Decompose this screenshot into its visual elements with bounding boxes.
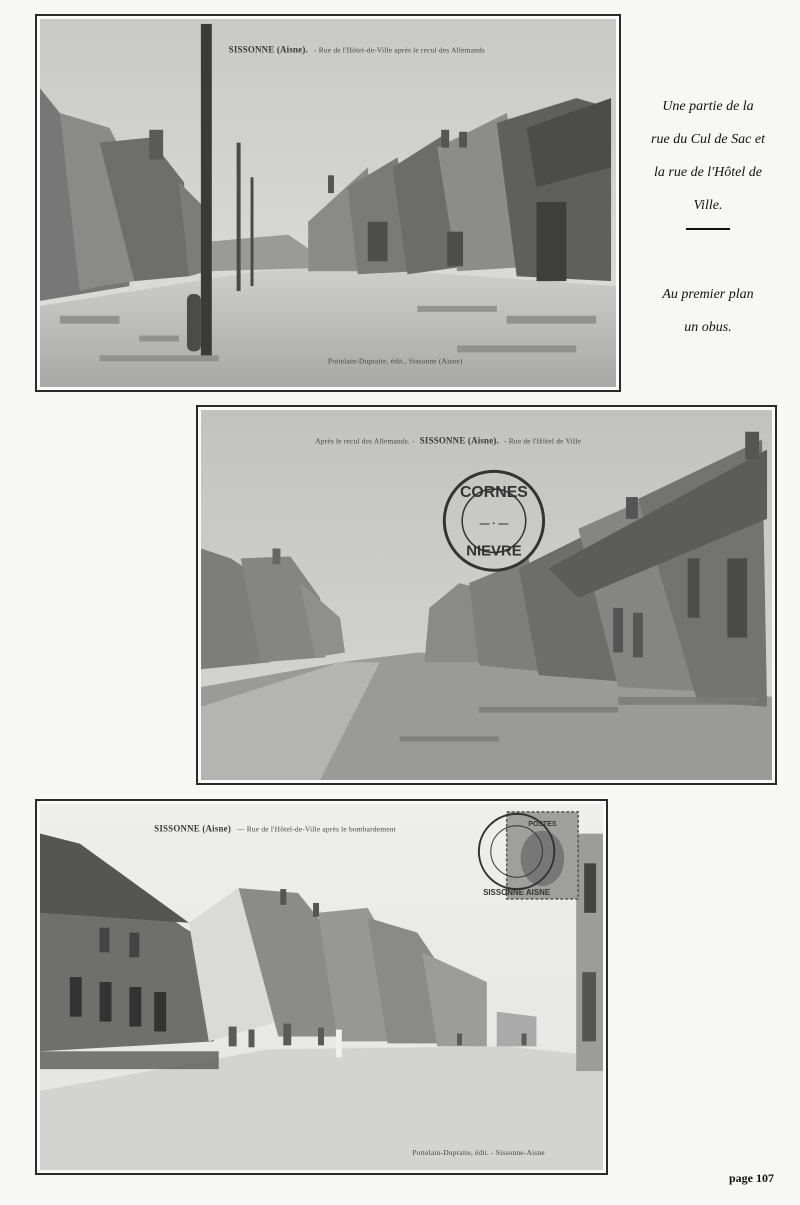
postmark-region: NIEVRE <box>466 543 522 560</box>
postcard-1 <box>35 14 621 392</box>
caption <box>628 90 788 344</box>
postcard-1-title-place: SISSONNE (Aisne). <box>228 44 308 55</box>
postcard-1-publisher: Pottelain-Dupraite, édit., Sissonne (Aisne) <box>328 356 463 366</box>
caption-line: Ville. <box>693 198 723 213</box>
postmark-town: CORNES <box>459 484 528 502</box>
postcard-2-image <box>201 410 772 780</box>
postcard-2-title: - Rue de l'Hôtel de Ville <box>504 436 582 446</box>
caption-line: Au premier plan <box>662 287 754 302</box>
svg-text:SISSONNE (Aisne) — Rue d <box>154 824 396 834</box>
postcard-2 <box>196 405 777 785</box>
caption-line: rue du Cul de Sac et <box>651 132 765 147</box>
postcard-2-title-place: SISSONNE (Aisne). <box>419 435 499 446</box>
postcard-3-publisher: Pottelain-Dupraite, édit. - Sissonne-Aisne <box>412 1148 545 1158</box>
caption-line: Une partie de la <box>662 99 754 114</box>
svg-text:SISSONNE (Aisne). - Rue <box>229 45 485 55</box>
postcard-3-title: — Rue de l'Hôtel-de-Ville après le bombardement <box>237 824 396 834</box>
postcard-1-image <box>40 19 616 387</box>
svg-text:Après le recul des Allemands. <box>315 436 581 446</box>
page-number: page 107 <box>729 1171 774 1185</box>
postcard-1-title: - Rue de l'Hôtel-de-Ville après le recul des Allemands <box>313 45 486 55</box>
postage-stamp-label: POSTES <box>528 820 557 828</box>
caption-line: la rue de l'Hôtel de <box>654 165 762 180</box>
caption-line: un obus. <box>684 320 732 335</box>
postmark-text: SISSONNE AISNE <box>483 888 551 898</box>
postcard-3-image <box>40 804 603 1170</box>
postcard-3-title-place: SISSONNE (Aisne) <box>154 823 232 834</box>
postcard-2-title-prefix: Après le recul des Allemands. - <box>315 436 415 446</box>
postcard-3 <box>35 799 608 1175</box>
svg-text:— · —: — · — <box>479 518 509 530</box>
